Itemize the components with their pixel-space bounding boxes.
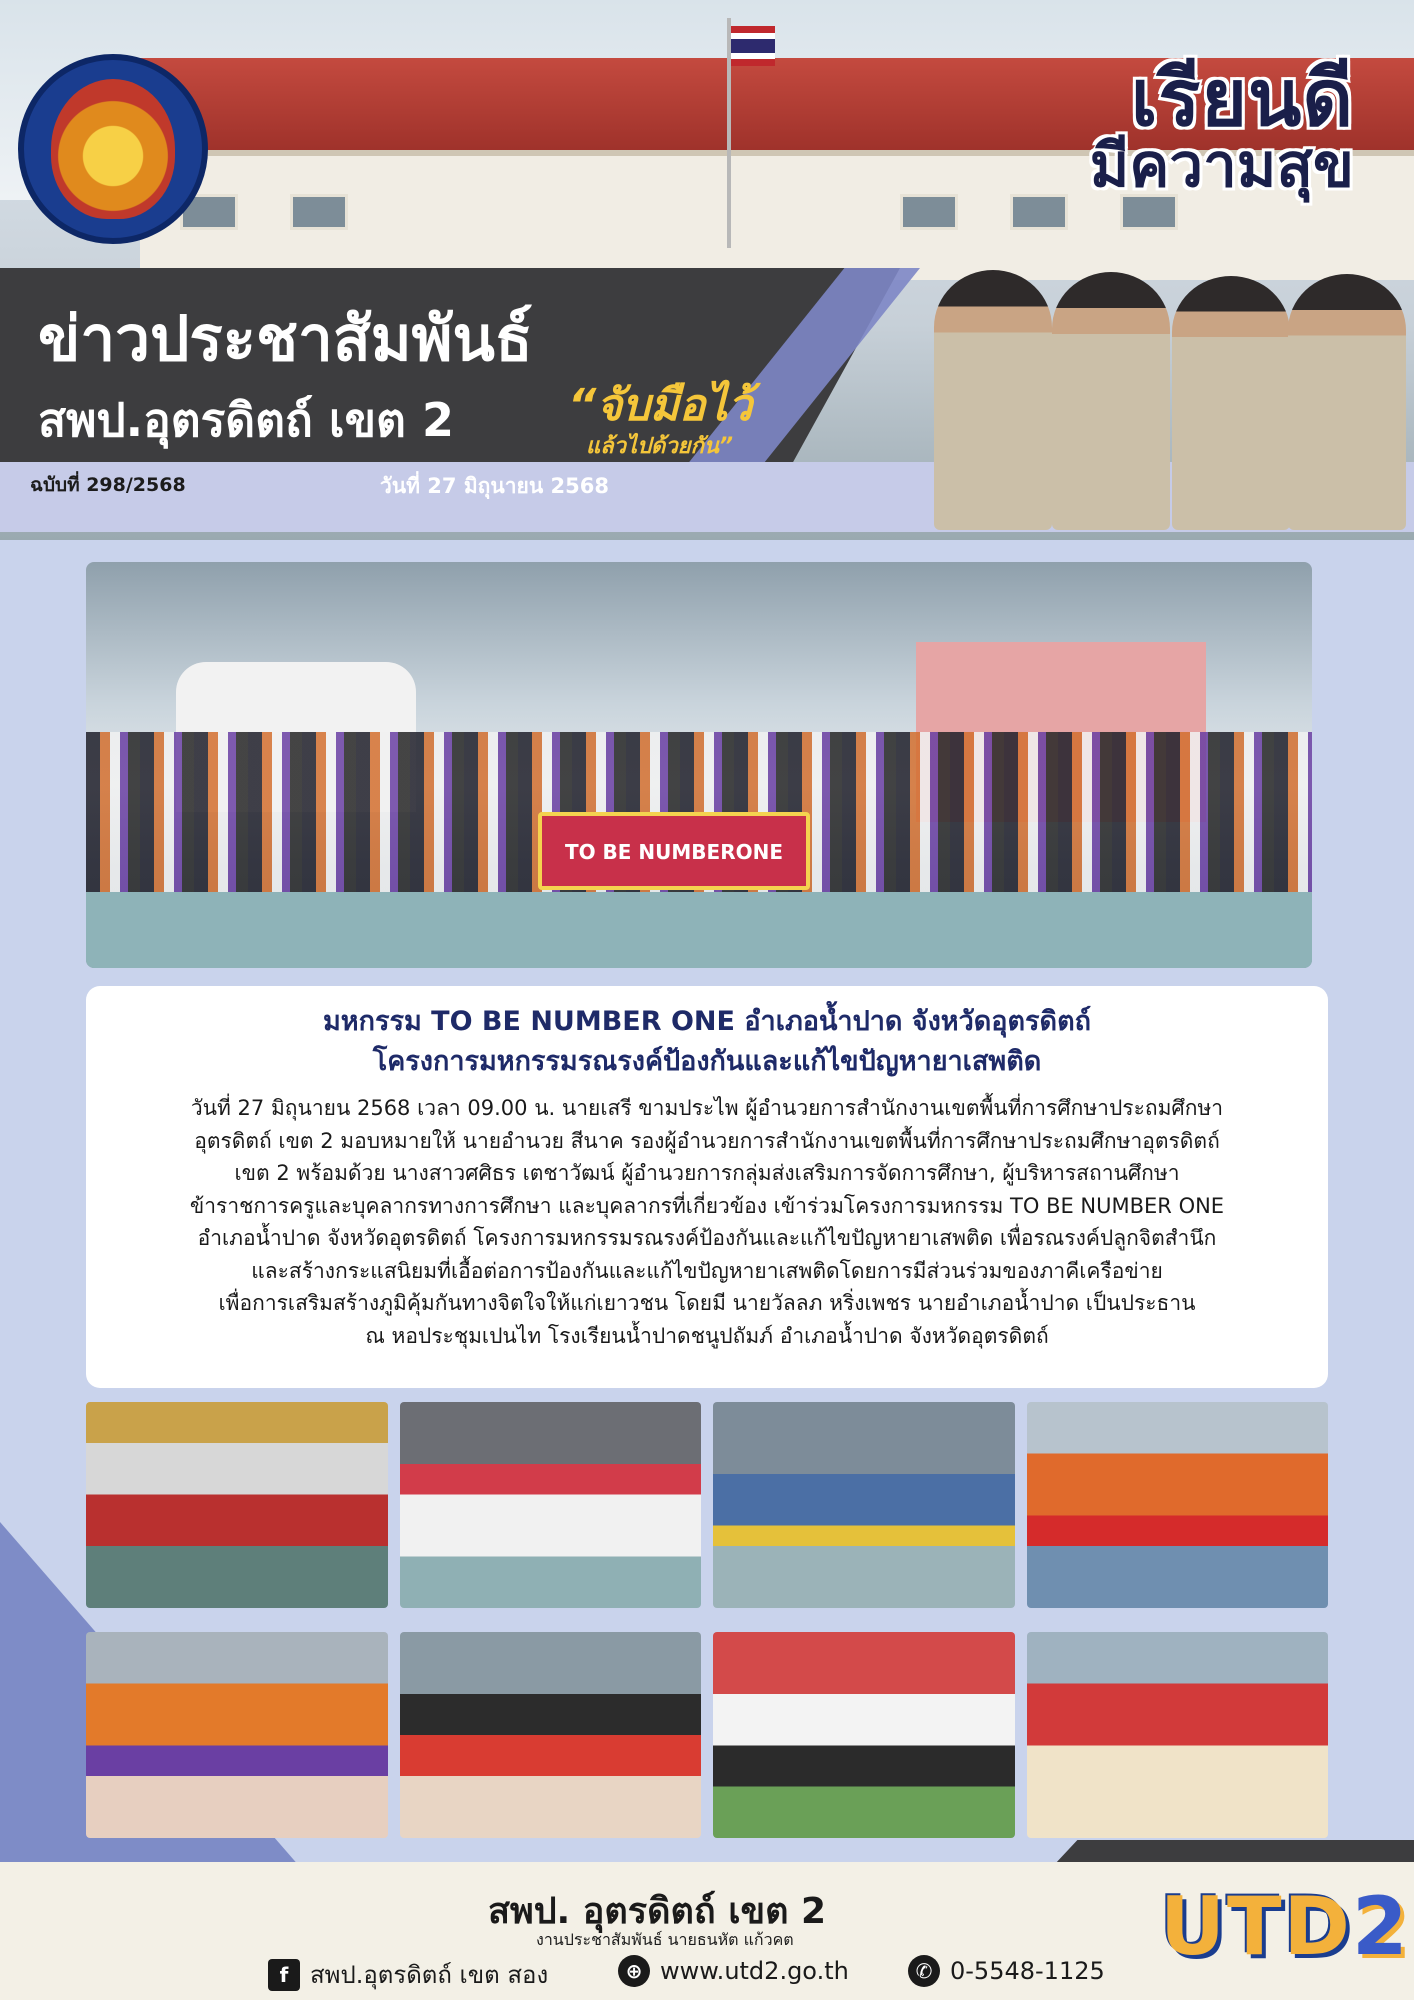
- article-card: [86, 986, 1328, 1388]
- gallery-photo: [713, 1402, 1015, 1608]
- article-title-line2: โครงการมหกรรมรณรงค์ป้องกันและแก้ไขปัญหายาเสพติด: [372, 1046, 1042, 1077]
- issue-number: ฉบับที่ 298/2568: [30, 474, 186, 496]
- utd2-logo-number: 2: [1351, 1880, 1410, 1973]
- slogan-line2: มีความสุข: [1089, 131, 1354, 201]
- article-line: ณ หอประชุมเปนไท โรงเรียนน้ำปาดชนูปถัมภ์ อำเภอน้ำปาด จังหวัดอุตรดิตถ์: [365, 1323, 1049, 1348]
- article-title-line1: มหกรรม TO BE NUMBER ONE อำเภอน้ำปาด จังหวัดอุตรดิตถ์: [323, 1006, 1091, 1037]
- slogan-line1: เรียนดี: [1130, 54, 1354, 144]
- footer-org-name: สพป. อุตรดิตถ์ เขต 2: [488, 1891, 827, 1932]
- tagline-line1: “จับมือไว้: [568, 380, 753, 431]
- hero-group-photo: [86, 562, 1312, 968]
- article-line: วันที่ 27 มิถุนายน 2568 เวลา 09.00 น. นายเสรี ขามประไพ ผู้อำนวยการสำนักงานเขตพื้นที่การศึกษาประถมศึกษา: [190, 1096, 1224, 1120]
- article-line: เขต 2 พร้อมด้วย นางสาวศศิธร เตชาวัฒน์ ผู้อำนวยการกลุ่มส่งเสริมการจัดการศึกษา, ผู้บริหารสถานศึกษา: [234, 1161, 1180, 1185]
- tagline-line2: แล้วไปด้วยกัน”: [586, 434, 734, 459]
- office-name: สพป.อุตรดิตถ์ เขต 2: [38, 393, 454, 447]
- photo-gallery-row1: [86, 1402, 1328, 1608]
- photo-gallery-row2: [86, 1632, 1328, 1838]
- article-body: [126, 1092, 1288, 1352]
- website-label: www.utd2.go.th: [660, 1957, 849, 1985]
- event-banner: [538, 812, 810, 890]
- page-title: ข่าวประชาสัมพันธ์: [38, 302, 533, 375]
- article-line: เพื่อการเสริมสร้างภูมิคุ้มกันทางจิตใจให้แก่เยาวชน โดยมี นายวัลลภ หริ่งเพชร นายอำเภอน้ำปาด เป็นประธาน: [218, 1291, 1196, 1315]
- article-line: ข้าราชการครูและบุคลากรทางการศึกษา และบุคลากรที่เกี่ยวข้อง เข้าร่วมโครงการมหกรรม TO BE NUMBER ONE: [189, 1193, 1225, 1218]
- phone-link[interactable]: [908, 1955, 1105, 1987]
- facebook-label: สพป.อุตรดิตถ์ เขต สอง: [310, 1961, 549, 1989]
- gallery-photo: [1027, 1632, 1329, 1838]
- utd2-logo-letters: UTD: [1160, 1880, 1352, 1973]
- facebook-link[interactable]: [268, 1955, 548, 1994]
- article-line: และสร้างกระแสนิยมที่เอื้อต่อการป้องกันและแก้ไขปัญหายาเสพติดโดยการมีส่วนร่วมของภาคีเครือข่าย: [251, 1258, 1163, 1283]
- gallery-photo: [86, 1402, 388, 1608]
- thai-flag-icon: [731, 26, 775, 66]
- gallery-photo: [1027, 1402, 1329, 1608]
- officials-photo: [920, 240, 1414, 530]
- gallery-photo: [400, 1402, 702, 1608]
- website-link[interactable]: [618, 1955, 849, 1987]
- phone-label: 0-5548-1125: [950, 1957, 1105, 1985]
- utd2-logo: [1160, 1880, 1410, 1973]
- gallery-photo: [713, 1632, 1015, 1838]
- header-banner: [0, 0, 1414, 540]
- globe-icon: ⊕: [618, 1955, 650, 1987]
- phone-icon: ✆: [908, 1955, 940, 1987]
- gallery-photo: [86, 1632, 388, 1838]
- footer-credit: งานประชาสัมพันธ์ นายธนหัต แก้วคต: [536, 1930, 794, 1949]
- article-line: อุตรดิตถ์ เขต 2 มอบหมายให้ นายอำนวย สีนาค รองผู้อำนวยการสำนักงานเขตพื้นที่การศึกษาประถมศึกษาอุตรดิตถ์: [194, 1128, 1220, 1153]
- issue-date: วันที่ 27 มิถุนายน 2568: [380, 474, 609, 498]
- event-banner-text: TO BE NUMBERONE: [564, 840, 784, 864]
- gallery-photo: [400, 1632, 702, 1838]
- facebook-icon: f: [268, 1959, 300, 1991]
- article-line: อำเภอน้ำปาด จังหวัดอุตรดิตถ์ โครงการมหกรรมรณรงค์ป้องกันและแก้ไขปัญหายาเสพติด เพื่อรณรงค์ปลูกจิตสำนึก: [197, 1226, 1217, 1250]
- obec-logo: [18, 54, 208, 244]
